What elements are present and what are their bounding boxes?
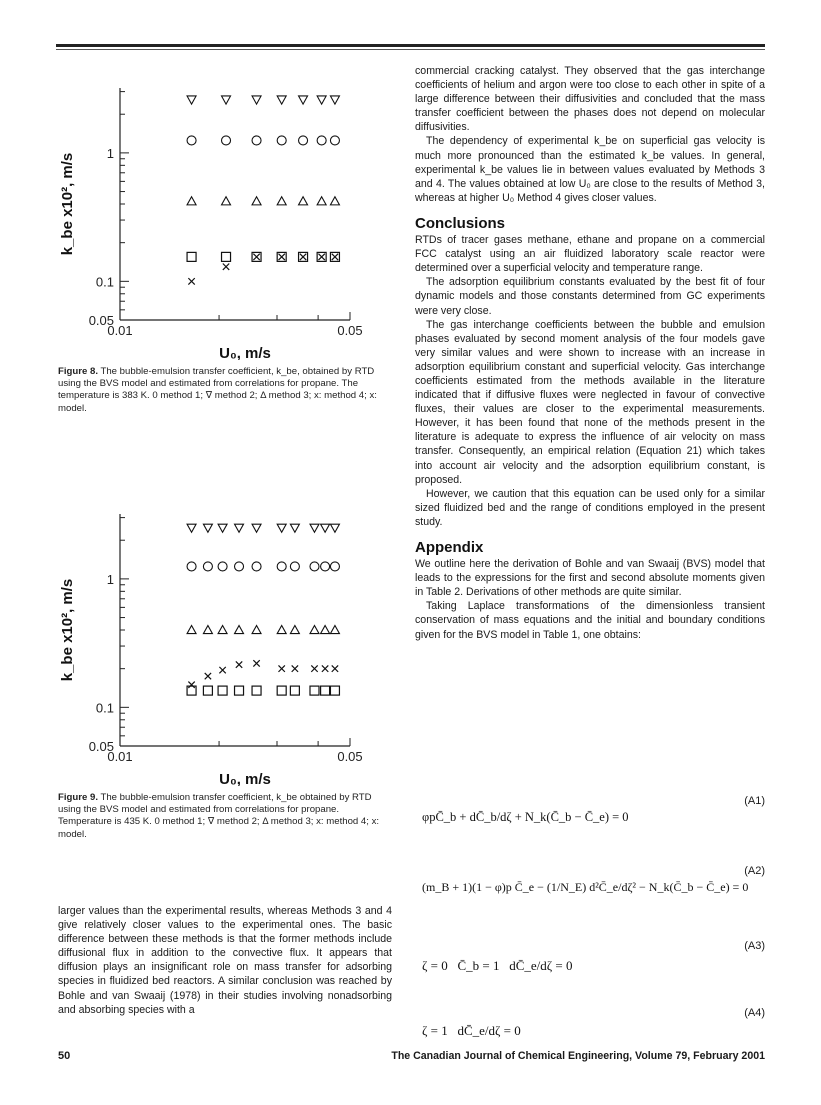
fig8-point-method-1 (277, 136, 286, 145)
fig8-point-method-1 (299, 136, 308, 145)
fig9-point-method-1 (321, 562, 330, 571)
fig8-point-model (300, 254, 306, 260)
equation-a2: (m_B + 1)(1 − φ)p C̄_e − (1/N_E) d²C̄_e/dζ² − N_k(C̄_b − C̄_e) = 0 (422, 880, 749, 894)
fig9-point-method-3 (330, 626, 339, 634)
fig9-point-method-3 (187, 626, 196, 634)
fig9-point-method-3 (252, 626, 261, 634)
equation-a3-number: (A3) (744, 940, 765, 952)
fig9-point-method-4 (321, 686, 330, 695)
fig8-point-method-2 (252, 96, 261, 104)
fig9-point-model (219, 667, 225, 673)
right-column (415, 64, 765, 642)
fig9-point-method-4 (252, 686, 261, 695)
fig9-point-method-2 (218, 524, 227, 532)
fig9-point-method-3 (218, 626, 227, 634)
fig8-point-model (332, 254, 338, 260)
journal-footer: The Canadian Journal of Chemical Engineering, Volume 79, February 2001 (391, 1050, 765, 1062)
fig9-point-method-1 (290, 562, 299, 571)
fig8-point-model (223, 263, 229, 269)
appendix-heading: Appendix (415, 539, 484, 556)
fig9-point-method-1 (203, 562, 212, 571)
appendix-paragraph-2: Taking Laplace transformations of the dimensionless transient conservation of mass equations and the initial and boundary conditions given for the BVS model in Table 1, one obtains: (415, 600, 765, 641)
fig8-point-method-3 (222, 197, 231, 205)
fig8-point-method-1 (222, 136, 231, 145)
fig9-point-method-4 (235, 686, 244, 695)
fig9-point-method-3 (321, 626, 330, 634)
fig9-y-tick-label: 1 (106, 571, 114, 587)
fig9-x-axis-label: U₀, m/s (219, 771, 271, 786)
top-rule-thin (56, 49, 765, 50)
figure-8 (58, 84, 388, 365)
fig9-point-method-2 (310, 524, 319, 532)
fig9-point-method-1 (218, 562, 227, 571)
left-body-text: larger values than the experimental results, whereas Methods 3 and 4 give relatively closer values to the experimental ones. The basic difference between these methods is that the former methods include diffusional flux in addition to the convective flux. It appears that diffusion plays an insignificant role on mass transfer for adsorbing species in fluidized bed reactors. A similar conclusion was reached by Bohle and van Swaaij (1978) in their studies involving nonadsorbing and absorbing species with a (58, 905, 392, 1016)
fig8-point-method-2 (317, 96, 326, 104)
fig8-point-method-3 (277, 197, 286, 205)
equation-a4: ζ = 1 dC̄_e/dζ = 0 (422, 1023, 521, 1038)
equation-a1: φpC̄_b + dC̄_b/dζ + N_k(C̄_b − C̄_e) = 0 (422, 810, 629, 824)
fig9-point-method-4 (218, 686, 227, 695)
fig9-point-model (292, 665, 298, 671)
fig9-point-method-2 (290, 524, 299, 532)
paragraph-2: The dependency of experimental k_be on superficial gas velocity is much more pronounced than the estimated k_be values. In general, experimental k_be values lie in between values evaluated by Methods 3 and 4. The values obtained at low U₀ are close to the results of Method 3, whereas at higher U₀ Method 4 gives closer values. (415, 135, 765, 204)
figure-9-caption (58, 792, 388, 841)
figure-8-caption-text: The bubble-emulsion transfer coefficient, k_be, obtained by RTD using the BVS model and estimated from correlations for propane. The temperature is 383 K. 0 method 1; ∇ method 2; Δ method 3; x: method 4; x: model. (58, 366, 377, 414)
fig8-y-tick-label: 0.05 (88, 313, 114, 328)
fig8-point-model (318, 254, 324, 260)
fig8-point-method-3 (299, 197, 308, 205)
equation-a2-number: (A2) (744, 865, 765, 877)
fig9-point-method-2 (321, 524, 330, 532)
fig8-point-method-1 (330, 136, 339, 145)
fig9-point-method-1 (330, 562, 339, 571)
fig9-point-model (205, 673, 211, 679)
fig9-point-method-4 (330, 686, 339, 695)
fig9-point-method-2 (330, 524, 339, 532)
fig9-point-method-3 (277, 626, 286, 634)
fig8-point-method-1 (252, 136, 261, 145)
fig8-point-model (253, 254, 259, 260)
fig9-point-method-4 (310, 686, 319, 695)
figure-9 (58, 510, 388, 791)
fig9-point-model (278, 665, 284, 671)
fig8-point-method-2 (330, 96, 339, 104)
fig9-point-method-4 (277, 686, 286, 695)
appendix-paragraph-1: We outline here the derivation of Bohle and van Swaaij (BVS) model that leads to the expressions for the first and second absolute moments given in Table 2. Derivations of other methods are quite similar. (415, 558, 765, 599)
figure-9-caption-text: The bubble-emulsion transfer coefficient, k_be obtained by RTD using the BVS model and estimated from correlations for propane. Temperature is 435 K. 0 method 1; ∇ method 2; Δ method 3; x: method 4; x: model. (58, 792, 380, 840)
fig9-point-model (236, 661, 242, 667)
fig9-point-method-2 (277, 524, 286, 532)
fig9-point-method-3 (235, 626, 244, 634)
equation-a4-number: (A4) (744, 1007, 765, 1019)
fig9-point-method-3 (203, 626, 212, 634)
fig9-point-method-2 (187, 524, 196, 532)
fig9-y-axis-label: k_be x10², m/s (59, 578, 76, 682)
fig8-point-method-3 (252, 197, 261, 205)
fig9-point-method-1 (310, 562, 319, 571)
fig8-y-axis-label: k_be x10², m/s (59, 152, 76, 256)
fig9-point-method-1 (252, 562, 261, 571)
fig9-y-tick-label: 0.05 (88, 739, 114, 754)
fig9-point-method-1 (187, 562, 196, 571)
figure-9-chart (58, 510, 388, 786)
fig9-point-model (322, 665, 328, 671)
fig8-point-model (278, 254, 284, 260)
fig9-point-method-3 (310, 626, 319, 634)
fig9-point-method-2 (203, 524, 212, 532)
fig8-point-method-1 (187, 136, 196, 145)
figure-9-caption-label: Figure 9. (58, 792, 98, 803)
fig9-point-method-2 (252, 524, 261, 532)
fig9-point-method-2 (235, 524, 244, 532)
fig8-point-method-4 (222, 252, 231, 261)
fig8-point-method-2 (277, 96, 286, 104)
fig9-point-method-3 (290, 626, 299, 634)
fig8-point-method-3 (317, 197, 326, 205)
fig9-point-model (311, 665, 317, 671)
fig8-point-method-2 (187, 96, 196, 104)
fig8-point-model (188, 278, 194, 284)
fig8-point-method-3 (330, 197, 339, 205)
figure-8-caption (58, 366, 388, 415)
equation-a1-number: (A1) (744, 795, 765, 807)
fig9-point-method-1 (235, 562, 244, 571)
fig8-point-method-3 (187, 197, 196, 205)
fig9-point-model (253, 660, 259, 666)
paragraph-1: commercial cracking catalyst. They observed that the gas interchange coefficients of helium and argon were too close to each other in spite of a large difference between their diffusivities and concluded that the mass transfer coefficient between the phases does not depend on molecular diffusivities. (415, 65, 765, 134)
fig9-point-method-4 (290, 686, 299, 695)
fig9-y-tick-label: 0.1 (95, 700, 114, 716)
fig8-x-axis-label: U₀, m/s (219, 345, 271, 360)
figure-8-caption-label: Figure 8. (58, 366, 98, 377)
fig8-point-method-2 (222, 96, 231, 104)
fig9-point-method-1 (277, 562, 286, 571)
top-rule (56, 44, 765, 47)
fig8-y-tick-label: 1 (106, 145, 114, 161)
fig8-x-tick-label: 0.01 (107, 323, 133, 338)
fig9-x-tick-label: 0.01 (107, 749, 133, 764)
conclusions-paragraph-4: However, we caution that this equation can be used only for a similar sized fluidized bed and the range of conditions employed in the present study. (415, 487, 765, 528)
conclusions-paragraph-2: The adsorption equilibrium constants evaluated by the best fit of four dynamic models and those constants determined from GC experiments were very close. (415, 276, 765, 317)
conclusions-heading: Conclusions (415, 214, 506, 232)
fig8-y-tick-label: 0.1 (95, 274, 114, 290)
fig9-point-model (332, 665, 338, 671)
page-number: 50 (58, 1050, 71, 1062)
conclusions-paragraph-3: The gas interchange coefficients between the bubble and emulsion phases evaluated by second moment analysis of the four models gave very similar values and were shown to increase with an increase in adsorption equilibrium constant and superficial velocity. Gas interchange coefficients estimated from the methods available in the literature indicated that if diffusive fluxes were neglected in favour of convective fluxes, their values are closer to the experimental measurements. However, it has been found that none of the methods present in the literature is adequate to express the influence of air velocity on mass transfer. Consequently, an empirical relation (Equation 21) which takes into account air velocity and the adsorption equilibrium constant, is proposed. (415, 318, 765, 486)
conclusions-paragraph-1: RTDs of tracer gases methane, ethane and propane on a commercial FCC catalyst using an air fluidized laboratory scale reactor were determined over a superficial velocity and temperature range. (415, 234, 765, 275)
equation-a3: ζ = 0 C̄_b = 1 dC̄_e/dζ = 0 (422, 958, 573, 973)
fig9-point-method-4 (203, 686, 212, 695)
figure-8-chart (58, 84, 388, 360)
fig8-point-method-1 (317, 136, 326, 145)
fig8-point-method-2 (299, 96, 308, 104)
fig9-x-tick-label: 0.05 (337, 749, 363, 764)
fig8-x-tick-label: 0.05 (337, 323, 363, 338)
fig8-point-method-4 (187, 252, 196, 261)
fig9-point-model (188, 682, 194, 688)
